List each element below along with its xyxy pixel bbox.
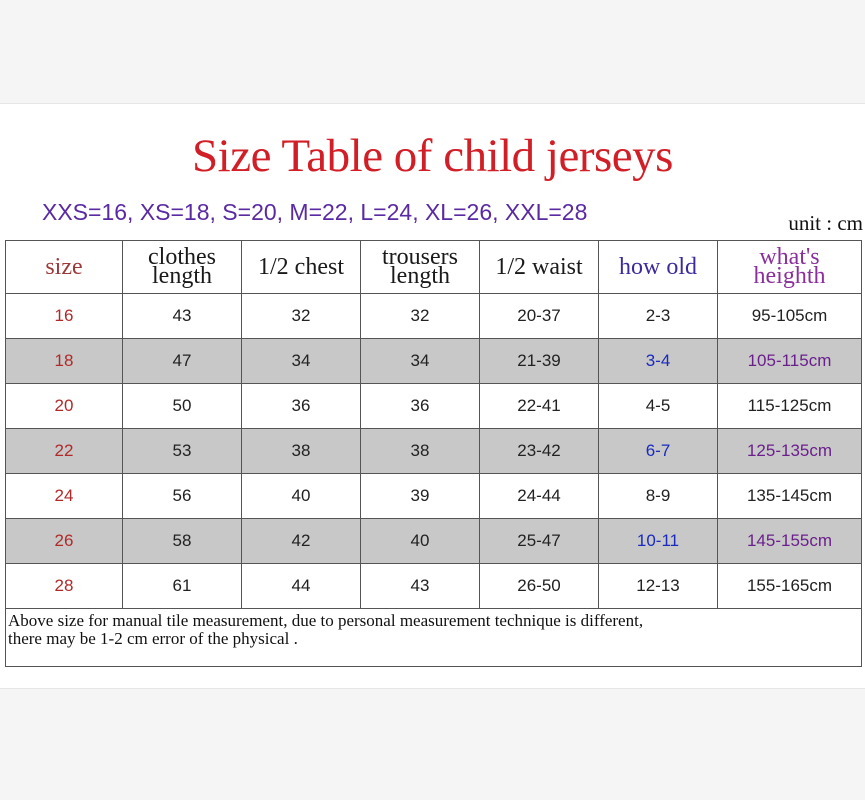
cell-height: 145-155cm [718, 519, 862, 564]
cell-half-chest: 36 [242, 384, 361, 429]
cell-size: 22 [6, 429, 123, 474]
table-row [6, 429, 862, 474]
cell-half-waist: 22-41 [480, 384, 599, 429]
table-row [6, 519, 862, 564]
cell-clothes-length: 53 [123, 429, 242, 474]
cell-trousers-length: 38 [361, 429, 480, 474]
size-codes: XXS=16, XS=18, S=20, M=22, L=24, XL=26, XXL=28 [42, 199, 588, 225]
header-how-old: how old [599, 241, 718, 294]
header-clothes-length: clothes length [123, 241, 242, 294]
cell-trousers-length: 39 [361, 474, 480, 519]
cell-half-chest: 32 [242, 294, 361, 339]
table-row [6, 564, 862, 609]
cell-half-waist: 26-50 [480, 564, 599, 609]
header-half-waist: 1/2 waist [480, 241, 599, 294]
cell-height: 135-145cm [718, 474, 862, 519]
cell-size: 18 [6, 339, 123, 384]
cell-trousers-length: 43 [361, 564, 480, 609]
cell-how-old: 3-4 [599, 339, 718, 384]
cell-how-old: 2-3 [599, 294, 718, 339]
table-row [6, 294, 862, 339]
header-height: what's heighth [718, 241, 862, 294]
cell-height: 155-165cm [718, 564, 862, 609]
cell-height: 95-105cm [718, 294, 862, 339]
cell-how-old: 10-11 [599, 519, 718, 564]
note-line-2: there may be 1-2 cm error of the physical . [8, 629, 298, 648]
cell-height: 115-125cm [718, 384, 862, 429]
cell-half-waist: 20-37 [480, 294, 599, 339]
header-row [6, 241, 862, 294]
cell-clothes-length: 50 [123, 384, 242, 429]
cell-clothes-length: 58 [123, 519, 242, 564]
table-row [6, 384, 862, 429]
cell-size: 26 [6, 519, 123, 564]
cell-half-chest: 40 [242, 474, 361, 519]
cell-half-chest: 34 [242, 339, 361, 384]
cell-size: 16 [6, 294, 123, 339]
chart-title: Size Table of child jerseys [192, 130, 673, 182]
unit-label: unit : cm [788, 211, 863, 235]
cell-size: 20 [6, 384, 123, 429]
cell-size: 28 [6, 564, 123, 609]
cell-how-old: 6-7 [599, 429, 718, 474]
cell-trousers-length: 34 [361, 339, 480, 384]
cell-size: 24 [6, 474, 123, 519]
size-table [5, 240, 862, 667]
table-row [6, 474, 862, 519]
cell-half-waist: 25-47 [480, 519, 599, 564]
header-trousers-length: trousers length [361, 241, 480, 294]
cell-clothes-length: 47 [123, 339, 242, 384]
cell-half-chest: 42 [242, 519, 361, 564]
cell-clothes-length: 61 [123, 564, 242, 609]
cell-half-waist: 24-44 [480, 474, 599, 519]
cell-height: 105-115cm [718, 339, 862, 384]
cell-trousers-length: 36 [361, 384, 480, 429]
cell-half-waist: 21-39 [480, 339, 599, 384]
header-half-chest: 1/2 chest [242, 241, 361, 294]
cell-how-old: 4-5 [599, 384, 718, 429]
cell-half-chest: 44 [242, 564, 361, 609]
cell-half-chest: 38 [242, 429, 361, 474]
cell-height: 125-135cm [718, 429, 862, 474]
cell-trousers-length: 40 [361, 519, 480, 564]
cell-clothes-length: 56 [123, 474, 242, 519]
cell-how-old: 8-9 [599, 474, 718, 519]
cell-clothes-length: 43 [123, 294, 242, 339]
table-row [6, 339, 862, 384]
note-row [6, 609, 862, 667]
note-line-1: Above size for manual tile measurement, due to personal measurement technique is different, [8, 611, 644, 630]
size-chart-card [0, 103, 865, 689]
cell-how-old: 12-13 [599, 564, 718, 609]
cell-trousers-length: 32 [361, 294, 480, 339]
measurement-note [6, 609, 862, 667]
cell-half-waist: 23-42 [480, 429, 599, 474]
header-size: size [6, 241, 123, 294]
